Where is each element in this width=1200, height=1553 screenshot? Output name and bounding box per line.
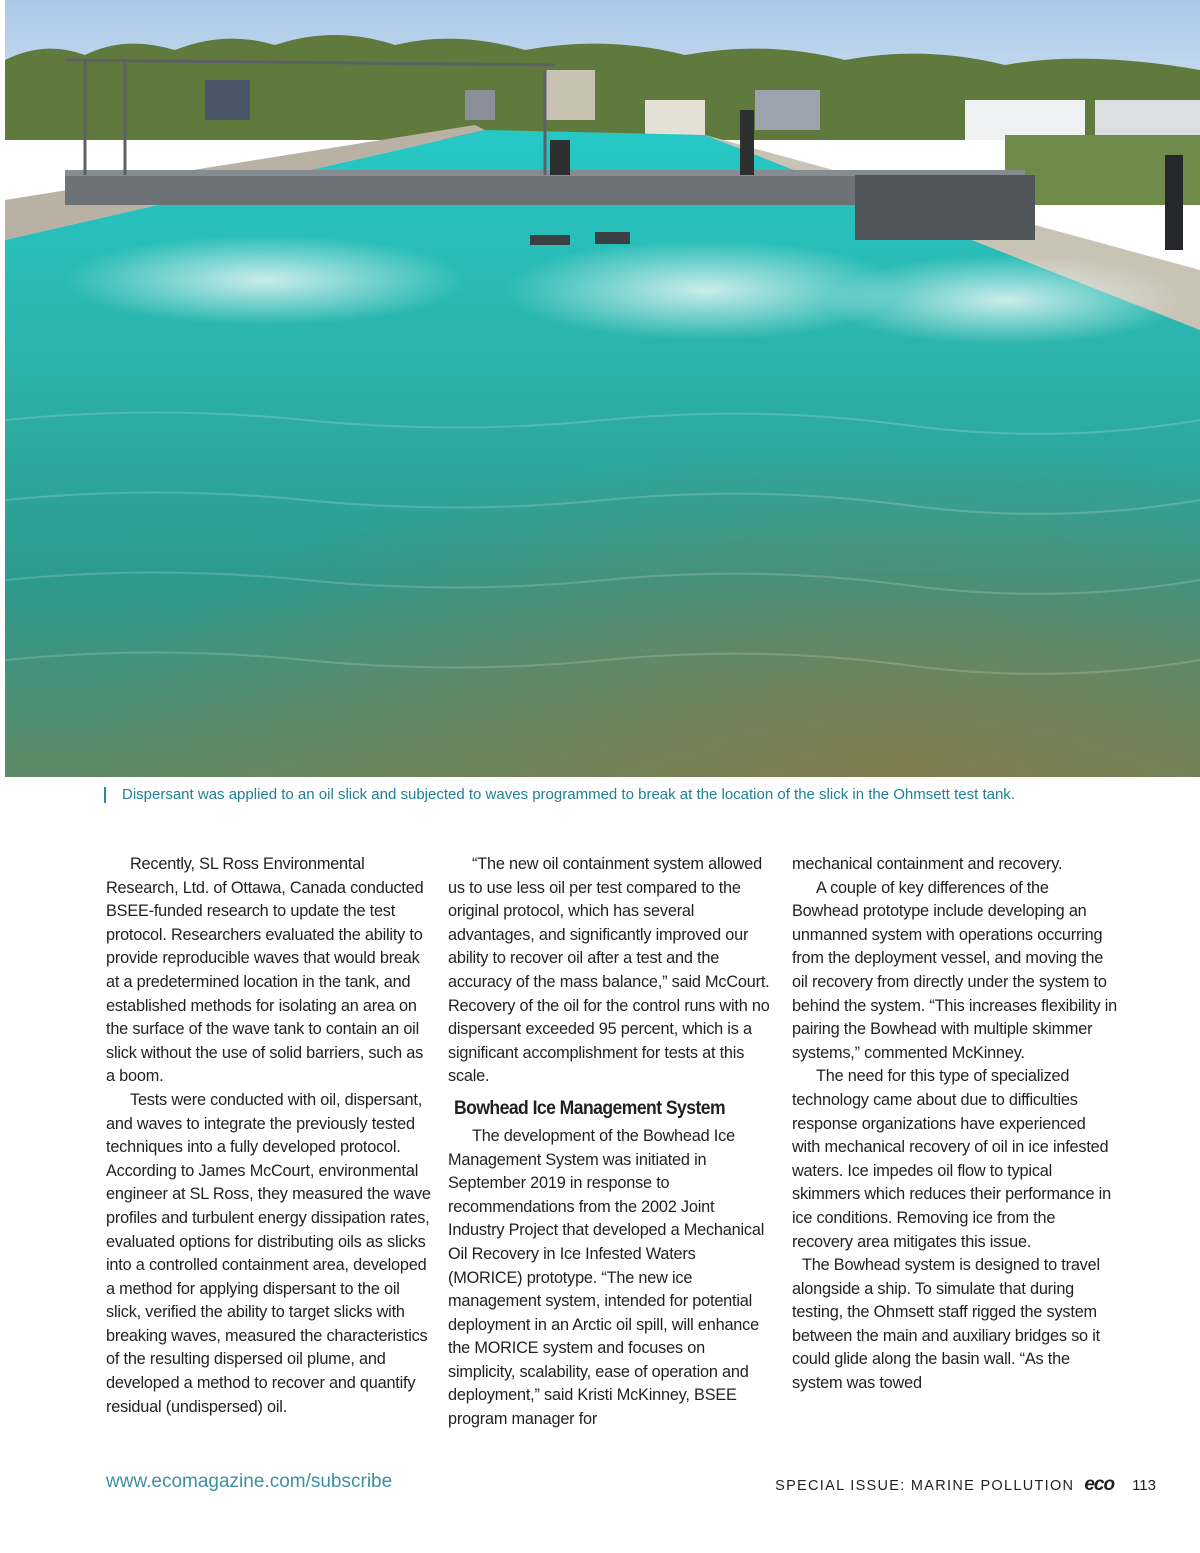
article-column-3 <box>792 853 1117 1396</box>
photo-caption: Dispersant was applied to an oil slick and subjected to waves programmed to break at the location of the slick in the Ohmsett test tank. <box>122 786 1015 803</box>
issue-label: SPECIAL ISSUE: MARINE POLLUTION <box>775 1478 1075 1494</box>
paragraph: Recently, SL Ross Environmental Research, Ltd. of Ottawa, Canada conducted BSEE-funded research to update the test protocol. Researchers evaluated the ability to provide reproducible waves that would break at a predetermined location in the tank, and established methods for isolating an area on the surface of the wave tank to contain an oil slick without the use of solid barriers, such as a boom. <box>106 855 424 1086</box>
caption-marker <box>104 787 106 803</box>
paragraph: A couple of key differences of the Bowhead prototype include developing an unmanned system with operations occurring from the deployment vessel, and moving the oil recovery from directly under the system to behind the system. “This increases flexibility in pairing the Bowhead with multiple skimmer systems,” commented McKinney. <box>792 878 1118 1062</box>
test-tank-photo <box>5 0 1200 777</box>
paragraph-continued: mechanical containment and recovery. <box>792 855 1063 873</box>
paragraph: The Bowhead system is designed to travel alongside a ship. To simulate that during testing, the Ohmsett staff rigged the system between the main and auxiliary bridges so it could glide along the basin wall. “As the system was towed <box>792 1256 1100 1393</box>
test-tank-illustration <box>5 0 1200 777</box>
paragraph: “The new oil containment system allowed us to use less oil per test compared to the original protocol, which has several advantages, and significantly improved our ability to recover oil after a test and the accuracy of the mass balance,” said McCourt. Recovery of the oil for the control runs with no dispersant exceeded 95 percent, which is a significant accomplishment for tests at this scale. <box>448 855 770 1086</box>
page-number: 113 <box>1132 1477 1156 1494</box>
eco-logo: eco <box>1084 1474 1115 1495</box>
subscribe-link[interactable]: www.ecomagazine.com/subscribe <box>106 1471 393 1492</box>
article-column-1 <box>106 853 431 1419</box>
footer-issue-info <box>775 1474 1156 1496</box>
section-heading: Bowhead Ice Management System <box>454 1096 726 1119</box>
paragraph: Tests were conducted with oil, dispersant, and waves to integrate the previously tested techniques into a fully developed protocol. According to James McCourt, environmental engineer at SL Ross, they measured the wave profiles and turbulent energy dissipation rates, evaluated options for distributing oils as slicks into a controlled containment area, developed a method for applying dispersant to the oil slick, verified the ability to target slicks with breaking waves, measured the characteristics of the resulting dispersed oil plume, and developed a method to recover and quantify residual (undispersed) oil. <box>106 1090 431 1416</box>
paragraph: The development of the Bowhead Ice Management System was initiated in September 2019 in response to recommendations from the 2002 Joint Industry Project that developed a Mechanical Oil Recovery in Ice Infested Waters (MORICE) prototype. “The new ice management system, intended for potential deployment in an Arctic oil spill, will enhance the MORICE system and focuses on simplicity, scalability, ease of operation and deployment,” said Kristi McKinney, BSEE program manager for <box>448 1126 765 1429</box>
paragraph: The need for this type of specialized technology came about due to difficulties response organizations have experienced with mechanical recovery of oil in ice infested waters. Ice impedes oil flow to typical skimmers which reduces their performance in ice conditions. Removing ice from the recovery area mitigates this issue. <box>792 1067 1111 1251</box>
article-column-2 <box>448 853 773 1432</box>
